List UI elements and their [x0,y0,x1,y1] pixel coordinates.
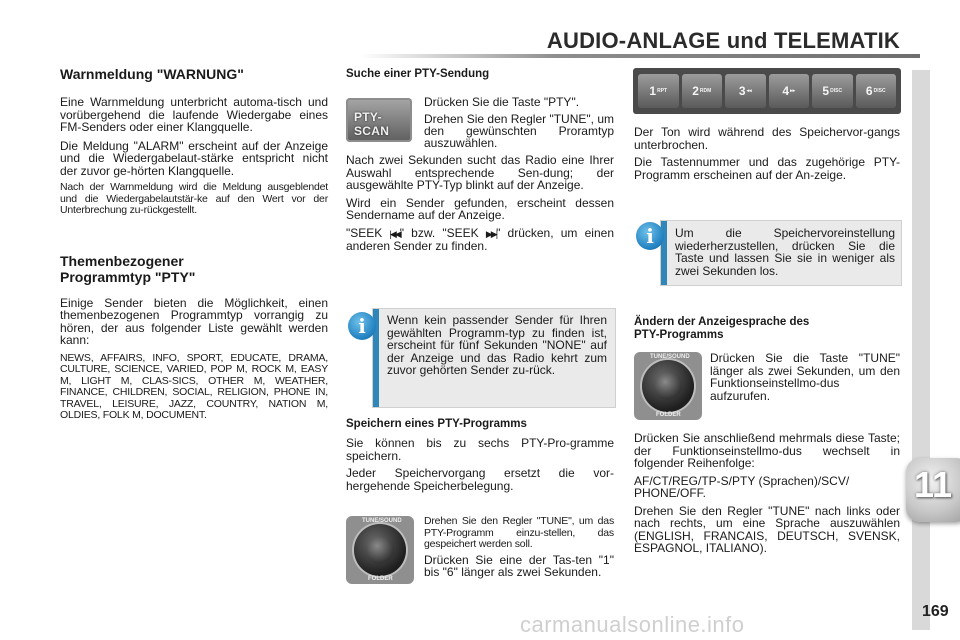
knob-center [366,536,394,564]
preset-2-sub: RDM [699,88,712,94]
search-paragraph-4: Wird ein Sender gefunden, erscheint dessen Sendername auf der Anzeige. [346,195,614,222]
language-paragraph-1: Drücken Sie die Taste "TUNE" länger als zwei Sekunden, um den Funktionseinstellmo-dus aufzurufen. [710,351,900,403]
chapter-badge [906,458,960,522]
save-section [346,418,614,492]
tune-knob-image-2 [634,352,702,420]
preset-2 [682,74,723,108]
page-number: 169 [922,603,949,620]
info-box-restore-text: Um die Speichervoreinstellung wiederherzustellen, drücken Sie die Taste und lassen Sie sie in weniger als zwei Sekunden los. [675,226,895,278]
page-header [0,0,960,58]
preset-5-sub: DISC [830,88,843,94]
search-step-2: Drehen Sie den Regler "TUNE", um den gewünschten Proramtyp auszuwählen. [424,111,614,150]
info-icon-2: i [636,222,664,250]
save-heading: Speichern eines PTY-Programms [346,418,527,430]
save-paragraph-1: Sie können bis zu sechs PTY-Pro-gramme speichern. [346,436,614,463]
save-steps [424,516,614,578]
seek-forward-icon: ▶▶| [485,228,497,239]
language-step-1 [710,352,900,402]
right-paragraph-2: Die Tastennummer und das zugehörige PTY-Programm erscheinen auf der An-zeige. [634,155,900,182]
right-intro [634,126,900,181]
info-box-no-program [372,308,616,408]
save-step-1: Drehen Sie den Regler "TUNE", um das PTY-Programm einzu-stellen, das gespeichert werden soll. [424,515,614,550]
preset-3-sub: ◂◂ [746,88,752,94]
seek-text-c: " drücken, um einen anderen Sender zu finden. [346,225,614,253]
language-steps [634,432,900,555]
tune-knob-image-1 [346,516,414,584]
preset-6 [856,74,897,108]
pty-paragraph: Einige Sender bieten die Möglichkeit, einen themenbezogenen Programmtyp vorrangig zu hören, der aus folgender Liste gewählt werden kann: [60,295,328,347]
right-paragraph-1: Der Ton wird während des Speichervor-gangs unterbrochen. [634,125,900,152]
warning-paragraph-1: Eine Warnmeldung unterbricht automa-tisch und vorübergehend die laufende Wiedergabe eines FM-Senders oder einer Klangquelle. [60,95,328,134]
info-icon: i [348,312,376,340]
preset-5-number: 5 [822,84,830,98]
knob-top-label: TUNE/SOUND [362,518,402,524]
knob-bottom-label: FOLDER [368,576,393,582]
seek-text-b: " bzw. "SEEK [399,225,479,240]
save-step-2: Drücken Sie eine der Tas-ten "1" bis "6" länger als zwei Sekunden. [424,552,614,579]
preset-1-number: 1 [649,84,657,98]
knob-bottom-label-2: FOLDER [656,412,681,418]
search-steps [424,96,614,149]
info-box-restore [660,220,902,286]
language-paragraph-4: Drehen Sie den Regler "TUNE" nach links oder nach rechts, um eine Sprache auszuwählen (ENGLISH, FRANCAIS, DEUTSCH, SVENSK, ESPAGNOL, ITALIANO). [634,503,900,555]
seek-text-a: "SEEK [346,225,383,240]
language-heading [634,316,900,342]
preset-4 [769,74,810,108]
chapter-side-bar [912,70,930,630]
warning-paragraph-3: Nach der Warnmeldung wird die Meldung ausgeblendet und die Wiedergabelautstär-ke auf den Wert vor der Unterbrechung zu-rückgestellt. [60,181,328,216]
language-heading-line-1: Ändern der Anzeigesprache des [634,316,810,328]
preset-6-number: 6 [865,84,873,98]
watermark: carmanualsonline.info [520,612,745,637]
warning-heading: Warnmeldung "WARNUNG" [60,66,244,82]
language-paragraph-2: Drücken Sie anschließend mehrmals diese Taste; der Funktionseinstellmo-dus wechselt in folgender Reihenfolge: [634,431,900,470]
middle-column [346,68,614,81]
knob-center-2 [654,372,682,400]
preset-buttons-image [633,68,901,114]
pty-heading-line-2: Programmtyp "PTY" [60,268,196,285]
search-paragraph-5 [346,227,614,253]
preset-6-sub: DISC [873,88,886,94]
preset-3-number: 3 [738,84,746,98]
pty-heading-line-1: Themenbezogener [60,252,184,269]
search-details [346,154,614,253]
preset-1 [638,74,679,108]
language-paragraph-3: AF/CT/REG/TP-S/PTY (Sprachen)/SCV/ PHONE/OFF. [634,473,850,500]
preset-3 [725,74,766,108]
seek-back-icon: |◀◀ [389,228,400,239]
search-heading: Suche einer PTY-Sendung [346,68,490,80]
save-paragraph-2: Jeder Speichervorgang ersetzt die vor-hergehende Speicherbelegung. [346,466,614,493]
preset-2-number: 2 [692,84,699,98]
preset-4-sub: ▸▸ [790,88,796,94]
knob-top-label-2: TUNE/SOUND [650,354,690,360]
chapter-number: 11 [914,464,953,505]
language-heading-line-2: PTY-Programms [634,329,724,341]
header-divider [360,54,920,58]
pty-scan-label: PTY-SCAN [354,110,390,138]
pty-scan-button-image [346,98,412,142]
left-column [60,66,328,422]
preset-5 [812,74,853,108]
pty-list: NEWS, AFFAIRS, INFO, SPORT, EDUCATE, DRAMA, CULTURE, SCIENCE, VARIED, POP M, ROCK M, EASY M, LIGHT M, CLAS-SICS, OTHER M, WEATHER, FINANCE, CHILDREN, SOCIAL, RELIGION, PHONE IN, TRAVEL, LEISURE, JAZZ, COUNTRY, NATION M, OLDIES, FOLK M, DOCUMENT. [60,351,328,421]
warning-paragraph-2: Die Meldung "ALARM" erscheint auf der Anzeige und die Wiedergabelaut-stärke entspricht nicht der zuvor ge-hörten Klangquelle. [60,138,328,178]
preset-1-sub: RPT [657,88,668,94]
info-box-no-program-text: Wenn kein passender Sender für Ihren gewählten Programm-typ zu finden ist, erscheint für fünf Sekunden "NONE" auf der Anzeige und das Radio kehrt zum zuvor gehörten Sender zu-rück. [387,313,607,377]
page-title: AUDIO-ANLAGE und TELEMATIK [546,28,900,53]
preset-4-number: 4 [782,84,790,98]
search-step-1: Drücken Sie die Taste "PTY". [424,95,580,109]
search-paragraph-3: Nach zwei Sekunden sucht das Radio eine Ihrer Auswahl entsprechende Sen-dung; der ausgewählte PTY-Typ blinkt auf der Anzeige. [346,153,614,192]
